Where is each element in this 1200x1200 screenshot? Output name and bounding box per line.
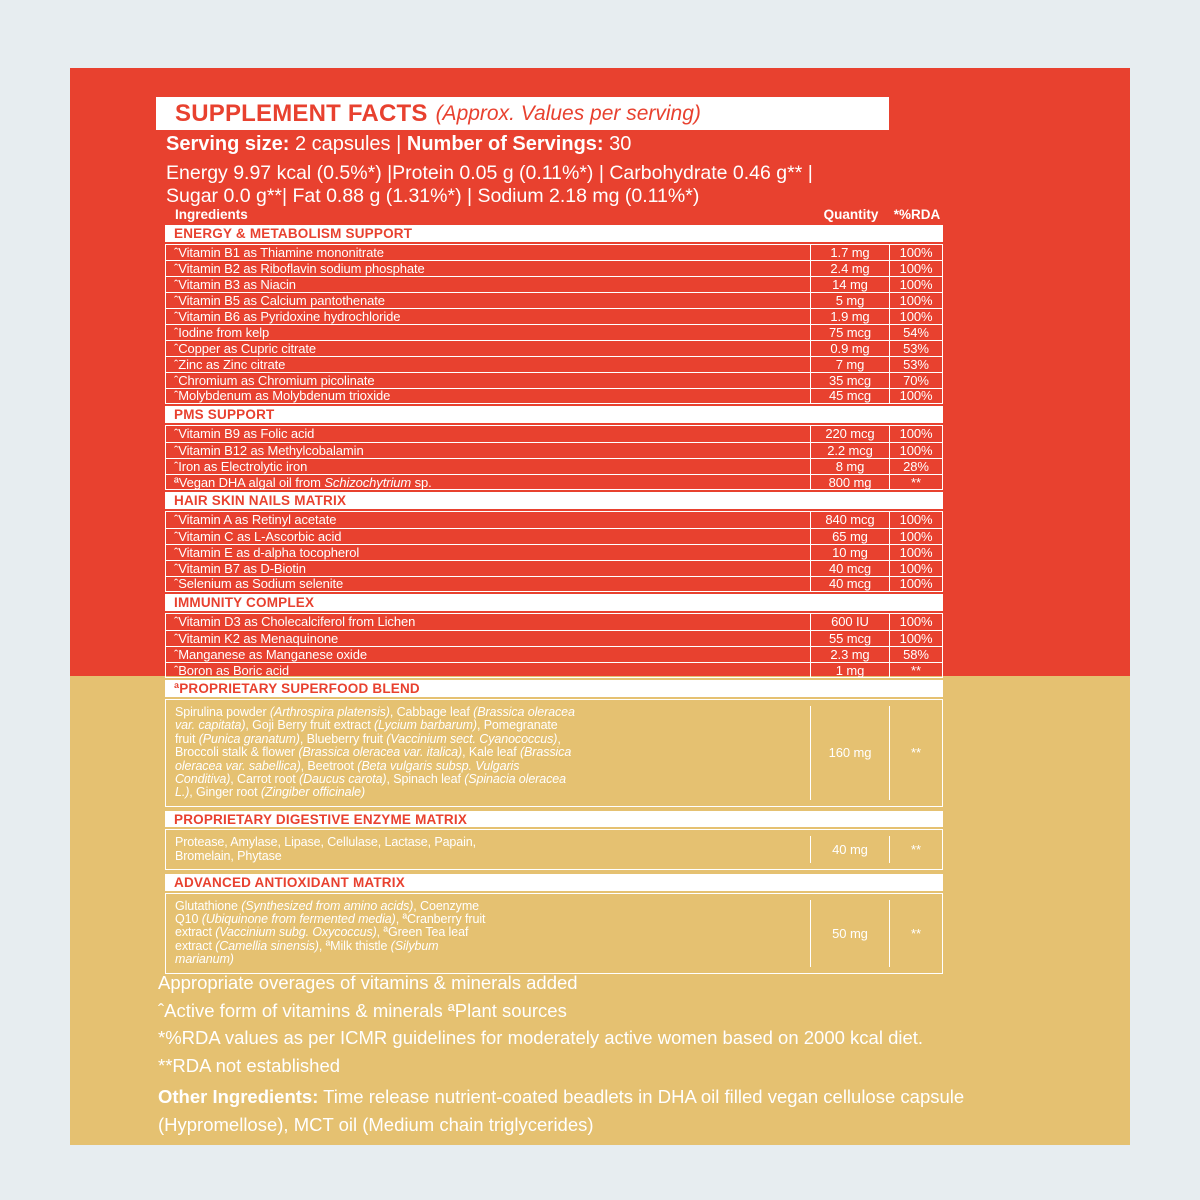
footnotes-block (158, 973, 1068, 1139)
footnote-markers: ˆActive form of vitamins & minerals ªPlant sources (158, 999, 567, 1021)
rda-cell: 100% (899, 244, 933, 260)
rda-cell: 100% (899, 630, 933, 646)
rda-cell: 28% (903, 458, 929, 474)
nutrition-summary (166, 162, 813, 208)
table-column-headers (165, 206, 943, 222)
section-header-energy: ENERGY & METABOLISM SUPPORT (165, 225, 943, 242)
quantity-cell: 14 mg (810, 277, 890, 292)
rda-cell: 70% (903, 372, 929, 388)
quantity-cell: 45 mcg (810, 389, 890, 404)
table-row (166, 512, 942, 528)
quantity-cell: 10 mg (810, 545, 890, 560)
quantity-cell: 40 mcg (810, 577, 890, 592)
rda-cell: 100% (899, 442, 933, 458)
table-row (166, 662, 942, 678)
quantity-cell: 50 mg (810, 900, 890, 967)
table-row (166, 528, 942, 544)
quantity-cell: 65 mg (810, 529, 890, 544)
section-rows-energy (165, 244, 943, 405)
quantity-cell: 0.9 mg (810, 341, 890, 356)
ingredient-name-cell: ˆVitamin B9 as Folic acid (174, 426, 315, 442)
table-row (166, 276, 942, 292)
ingredient-name-cell: ˆIron as Electrolytic iron (174, 458, 308, 474)
table-row (166, 442, 942, 458)
section-header-superfood: ªPROPRIETARY SUPERFOOD BLEND (165, 680, 943, 697)
table-row (166, 830, 942, 869)
quantity-cell: 8 mg (810, 459, 890, 474)
approx-values-subtitle: (Approx. Values per serving) (435, 101, 701, 125)
table-row (166, 560, 942, 576)
footnote-rda-basis: *%RDA values as per ICMR guidelines for moderately active women based on 2000 kcal diet. (158, 1027, 924, 1048)
table-row (166, 372, 942, 388)
column-header-rda: *%RDA (893, 206, 941, 222)
ingredient-name-cell: ªVegan DHA algal oil from Schizochytrium sp. (174, 474, 432, 490)
ingredient-name-cell: ˆVitamin E as d-alpha tocopherol (174, 544, 360, 560)
column-header-ingredients: Ingredients (175, 206, 248, 222)
ingredient-name-cell: Protease, Amylase, Lipase, Cellulase, Lactase, Papain, Bromelain, Phytase (175, 836, 477, 863)
table-row (166, 426, 942, 442)
other-ingredients-text: Time release nutrient-coated beadlets in DHA oil filled vegan cellulose capsule (Hypromellose), MCT oil (Medium chain triglycerides) (158, 1086, 965, 1135)
section-header-antioxidant: ADVANCED ANTIOXIDANT MATRIX (165, 874, 943, 891)
ingredient-name-cell: ˆVitamin B7 as D-Biotin (174, 560, 306, 576)
table-row (166, 245, 942, 261)
rda-cell: 100% (899, 426, 933, 442)
section-rows-antioxidant (165, 893, 943, 974)
other-ingredients (158, 1083, 1068, 1139)
section-rows-hair (165, 511, 943, 592)
ingredient-name-cell: ˆVitamin A as Retinyl acetate (174, 512, 337, 528)
rda-cell: 54% (903, 324, 929, 340)
ingredient-name-cell: ˆVitamin B3 as Niacin (174, 277, 296, 293)
quantity-cell: 160 mg (810, 706, 890, 800)
section-header-pms: PMS SUPPORT (165, 406, 943, 423)
ingredients-table (165, 223, 943, 978)
quantity-cell: 220 mcg (810, 426, 890, 442)
quantity-cell: 800 mg (810, 475, 890, 490)
table-row (166, 388, 942, 404)
ingredient-name-cell: ˆVitamin K2 as Menaquinone (174, 630, 339, 646)
ingredient-name-cell: ˆVitamin B6 as Pyridoxine hydrochloride (174, 309, 401, 325)
rda-cell: 100% (899, 512, 933, 528)
table-row (166, 458, 942, 474)
quantity-cell: 2.2 mcg (810, 443, 890, 458)
rda-cell: 53% (903, 356, 929, 372)
ingredient-name-cell: ˆBoron as Boric acid (174, 662, 290, 678)
ingredient-name-cell: ˆVitamin B12 as Methylcobalamin (174, 442, 364, 458)
rda-cell: 100% (899, 309, 933, 325)
quantity-cell: 1.7 mg (810, 245, 890, 261)
footnote-rda-not-established: **RDA not established (158, 1054, 341, 1076)
rda-cell: 100% (899, 261, 933, 277)
quantity-cell: 7 mg (810, 357, 890, 372)
quantity-cell: 35 mcg (810, 373, 890, 388)
table-row (166, 356, 942, 372)
quantity-cell: 2.3 mg (810, 647, 890, 662)
quantity-cell: 840 mcg (810, 512, 890, 528)
table-row (166, 324, 942, 340)
ingredient-name-cell: Glutathione (Synthesized from amino acids), Coenzyme Q10 (Ubiquinone from fermented media), ªCranberry fruit extract (Vaccinium subg. Oxycoccus), ªGreen Tea leaf extract (Camellia sinensis), ªMilk thistle (Silybum marianum) (175, 899, 486, 967)
ingredient-name-cell: ˆChromium as Chromium picolinate (174, 372, 375, 388)
rda-cell: ** (911, 745, 921, 761)
nutrition-summary-line2: Sugar 0.0 g**| Fat 0.88 g (1.31%*) | Sodium 2.18 mg (0.11%*) (166, 185, 700, 207)
table-row (166, 474, 942, 490)
rda-cell: 100% (899, 544, 933, 560)
section-header-enzyme: PROPRIETARY DIGESTIVE ENZYME MATRIX (165, 811, 943, 828)
rda-cell: 100% (899, 277, 933, 293)
ingredient-name-cell: ˆCopper as Cupric citrate (174, 340, 316, 356)
ingredient-name-cell: ˆSelenium as Sodium selenite (174, 576, 344, 592)
rda-cell: 100% (899, 576, 933, 592)
table-row (166, 292, 942, 308)
ingredient-name-cell: ˆVitamin C as L-Ascorbic acid (174, 528, 342, 544)
rda-cell: 100% (899, 614, 933, 630)
table-row (166, 576, 942, 592)
ingredient-name-cell: ˆVitamin B2 as Riboflavin sodium phosphate (174, 261, 425, 277)
ingredient-name-cell: ˆZinc as Zinc citrate (174, 356, 286, 372)
table-row (166, 894, 942, 973)
quantity-cell: 5 mg (810, 293, 890, 308)
rda-cell: 100% (899, 528, 933, 544)
ingredient-name-cell: ˆVitamin B5 as Calcium pantothenate (174, 293, 385, 309)
section-rows-immunity (165, 613, 943, 679)
quantity-cell: 40 mg (810, 836, 890, 863)
other-ingredients-label: Other Ingredients: (158, 1086, 319, 1107)
quantity-cell: 75 mcg (810, 325, 890, 340)
rda-cell: ** (911, 842, 921, 858)
quantity-cell: 1 mg (810, 663, 890, 678)
quantity-cell: 40 mcg (810, 561, 890, 576)
footnote-overages: Appropriate overages of vitamins & minerals added (158, 972, 578, 993)
section-rows-enzyme (165, 829, 943, 870)
rda-cell: ** (911, 925, 921, 941)
table-row (166, 700, 942, 806)
section-rows-pms (165, 425, 943, 491)
table-row (166, 614, 942, 630)
quantity-cell: 600 IU (810, 614, 890, 630)
supplement-facts-title: SUPPLEMENT FACTS (175, 99, 428, 127)
rda-cell: 58% (903, 646, 929, 662)
table-row (166, 340, 942, 356)
ingredient-name-cell: ˆMolybdenum as Molybdenum trioxide (174, 388, 391, 404)
table-row (166, 260, 942, 276)
nutrition-summary-line1: Energy 9.97 kcal (0.5%*) |Protein 0.05 g (0.11%*) | Carbohydrate 0.46 g** | (166, 162, 813, 184)
rda-cell: ** (911, 662, 921, 678)
table-row (166, 544, 942, 560)
rda-cell: ** (911, 474, 921, 490)
section-header-hair: HAIR SKIN NAILS MATRIX (165, 492, 943, 509)
column-header-quantity: Quantity (823, 206, 879, 222)
table-row (166, 646, 942, 662)
section-header-immunity: IMMUNITY COMPLEX (165, 594, 943, 611)
quantity-cell: 1.9 mg (810, 309, 890, 324)
ingredient-name-cell: ˆVitamin D3 as Cholecalciferol from Lichen (174, 614, 416, 630)
ingredient-name-cell: Spirulina powder (Arthrospira platensis), Cabbage leaf (Brassica oleracea var. capitata), Goji Berry fruit extract (Lycium barbarum), Pomegranate fruit (Punica granatum), Blueberry fruit (Vaccinium sect. Cyanococcus), Broccoli stalk & flower (Brassica oleracea var. italica), Kale leaf (Brassica oleracea var. sabellica), Beetroot (Beta vulgaris subsp. Vulgaris Conditiva), Carrot root (Daucus carota), Spinach leaf (Spinacia oleracea L.), Ginger root (Zingiber officinale) (175, 705, 575, 800)
table-row (166, 308, 942, 324)
rda-cell: 100% (899, 293, 933, 309)
rda-cell: 53% (903, 340, 929, 356)
ingredient-name-cell: ˆManganese as Manganese oxide (174, 646, 367, 662)
quantity-cell: 55 mcg (810, 631, 890, 646)
serving-size-line: Serving size: 2 capsules | Number of Servings: 30 (166, 133, 632, 155)
rda-cell: 100% (899, 388, 933, 404)
ingredient-name-cell: ˆVitamin B1 as Thiamine mononitrate (174, 244, 384, 260)
section-rows-superfood (165, 699, 943, 807)
supplement-facts-header-bar (156, 97, 889, 130)
rda-cell: 100% (899, 560, 933, 576)
quantity-cell: 2.4 mg (810, 261, 890, 276)
table-row (166, 630, 942, 646)
ingredient-name-cell: ˆIodine from kelp (174, 324, 270, 340)
